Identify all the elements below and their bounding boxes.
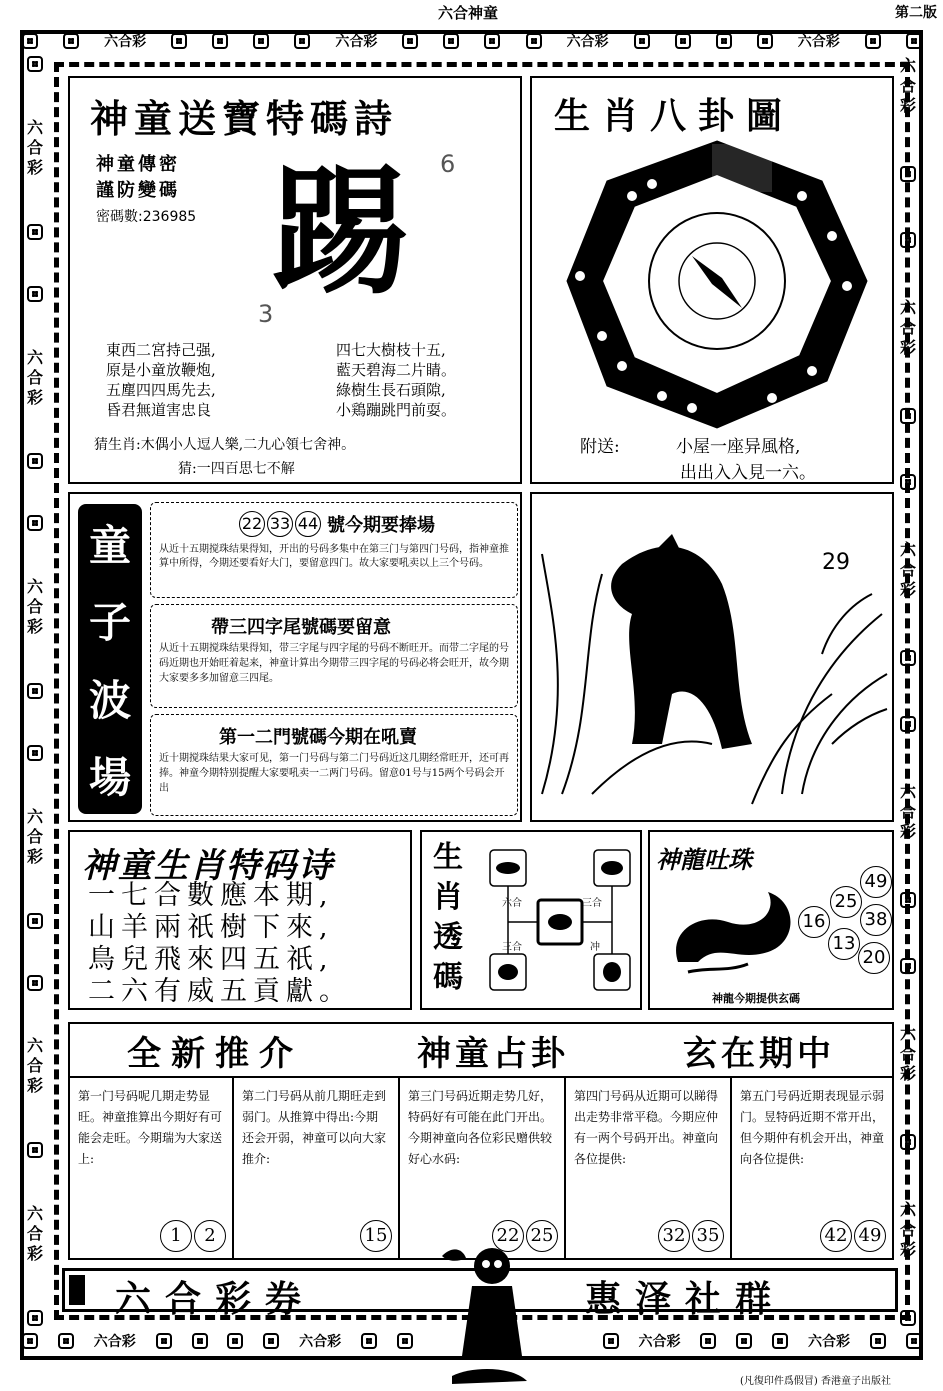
side-word: 六 合 彩 bbox=[26, 1036, 43, 1096]
guess-line: 猜生肖:木偶小人逗人樂,二九心領七舍神。 bbox=[94, 437, 356, 453]
zodiac-reveal-diagram bbox=[482, 842, 642, 1002]
dice-icon bbox=[526, 33, 542, 49]
label-left-top: 六合 bbox=[502, 898, 522, 909]
dice-icon bbox=[63, 33, 79, 49]
gift-line-1: 小屋一座异風格, bbox=[676, 437, 801, 457]
tiger-illustration bbox=[532, 494, 892, 820]
wave-item bbox=[150, 714, 518, 816]
label-left-bottom: 三合 bbox=[502, 942, 522, 953]
wave-side-title bbox=[78, 504, 142, 814]
dice-icon bbox=[156, 1333, 172, 1349]
reveal-title-char: 生 bbox=[433, 840, 463, 875]
dice-icon bbox=[27, 515, 43, 531]
side-word: 六 合 彩 bbox=[26, 577, 43, 637]
number-ball: 13 bbox=[828, 928, 860, 960]
dice-icon bbox=[27, 1142, 43, 1158]
wave-panel bbox=[68, 492, 522, 822]
side-title-char: 波 bbox=[88, 675, 131, 725]
dice-icon bbox=[397, 1333, 413, 1349]
secret-line-1: 神童傳密 bbox=[96, 154, 180, 175]
tiger-number: 29 bbox=[822, 550, 850, 575]
side-word: 六 合 彩 bbox=[26, 347, 43, 407]
door-text: 第三门号码近期走势几好，特码好有可能在此门开出。今期神童向各位彩民赠供较好心水码: bbox=[408, 1089, 553, 1166]
wave-item-heading bbox=[239, 511, 435, 537]
gift-label: 附送: bbox=[580, 437, 620, 457]
wave-item-body: 从近十五期搅珠结果得知，开出的号码多集中在第三门与第四门号码，指神童推算中所得，今期还要看好大门，要留意四门。故大家要吼卖以上三个号码。 bbox=[159, 544, 509, 569]
border-word: 六合彩 bbox=[638, 1334, 681, 1350]
border-word: 六合彩 bbox=[566, 34, 609, 50]
dice-icon bbox=[22, 1333, 38, 1349]
zodiac-poem-lines bbox=[88, 880, 352, 1008]
label-right-bottom: 冲 bbox=[590, 942, 600, 953]
border-word: 六合彩 bbox=[93, 1334, 136, 1350]
border-word: 六合彩 bbox=[104, 34, 147, 50]
wave-item bbox=[150, 502, 518, 598]
top-border-strip bbox=[22, 30, 922, 52]
number-ball: 2 bbox=[194, 1220, 226, 1252]
dice-icon bbox=[906, 33, 922, 49]
number-ball: 15 bbox=[360, 1220, 392, 1252]
poem-panel bbox=[68, 76, 522, 484]
zodiac-reveal-title bbox=[430, 838, 466, 998]
dice-icon bbox=[402, 33, 418, 49]
side-word: 六 合 彩 bbox=[899, 540, 916, 599]
dice-icon bbox=[27, 683, 43, 699]
zodiac-poem-line: 山羊兩祇樹下來, bbox=[88, 912, 334, 943]
left-border-column bbox=[21, 56, 49, 1326]
promo-title: 玄在期中 bbox=[683, 1033, 835, 1074]
door-column bbox=[732, 1078, 892, 1258]
number-ball: 20 bbox=[858, 942, 890, 974]
dice-icon bbox=[700, 1333, 716, 1349]
gift-line-2: 出出入入見一六。 bbox=[680, 463, 816, 483]
number-ball: 49 bbox=[854, 1220, 886, 1252]
door-column bbox=[400, 1078, 566, 1258]
code-label: 密碼數:236985 bbox=[96, 209, 197, 225]
dice-icon bbox=[27, 975, 43, 991]
footer-note: (凡復印件爲假冒) 香港童子出版社 bbox=[740, 1376, 891, 1387]
dice-icon bbox=[294, 33, 310, 49]
number-ball: 25 bbox=[526, 1220, 558, 1252]
zodiac-poem-panel bbox=[68, 830, 412, 1010]
wave-heading-text: 號今期要捧場 bbox=[327, 515, 435, 536]
dice-icon bbox=[27, 453, 43, 469]
edition-label: 第二版 bbox=[895, 5, 937, 21]
label-right-top: 三合 bbox=[582, 898, 602, 909]
promo-title: 全新推介 bbox=[127, 1033, 303, 1074]
poem-line: 小鶏蹦跳門前耍。 bbox=[336, 401, 457, 419]
promo-title: 神童占卦 bbox=[417, 1033, 569, 1074]
border-word: 六合彩 bbox=[299, 1334, 342, 1350]
poem-title: 神童送寶特碼詩 bbox=[90, 96, 399, 141]
dragon-title: 神龍吐珠 bbox=[656, 845, 752, 874]
door-text: 第四门号码从近期可以睇得出走势非常平稳。今期应仲有一两个号码开出。神童向各位提供: bbox=[574, 1089, 719, 1166]
guess-line-2: 猜:一四百思七不解 bbox=[178, 461, 295, 477]
zodiac-poem-title: 神童生肖特码诗 bbox=[82, 846, 334, 886]
dice-icon bbox=[484, 33, 500, 49]
wave-item bbox=[150, 604, 518, 708]
header-bar bbox=[0, 0, 943, 22]
border-word: 六合彩 bbox=[808, 1334, 850, 1350]
dragon-panel bbox=[648, 830, 894, 1010]
dice-icon bbox=[772, 1333, 788, 1349]
bagua-title: 生肖八卦圖 bbox=[554, 95, 795, 137]
dragon-number-balls bbox=[650, 832, 892, 1008]
wave-item-heading: 第一二門號碼今期在吼賣 bbox=[219, 727, 417, 748]
dice-icon bbox=[716, 33, 732, 49]
banner-right: 惠泽社群 bbox=[585, 1278, 786, 1320]
side-title-char: 子 bbox=[88, 598, 131, 648]
poem-line: 四七大樹枝十五, bbox=[336, 341, 446, 359]
door-column bbox=[70, 1078, 234, 1258]
number-ball: 44 bbox=[295, 511, 321, 537]
dice-icon bbox=[58, 1333, 74, 1349]
zodiac-reveal-panel bbox=[420, 830, 642, 1010]
dragon-caption: 神龍今期提供玄碼 bbox=[712, 992, 800, 1005]
banner-bar bbox=[69, 1275, 85, 1305]
dice-icon bbox=[27, 286, 43, 302]
dice-icon bbox=[27, 1310, 43, 1326]
bagua-panel bbox=[530, 76, 894, 484]
dice-icon bbox=[22, 33, 38, 49]
dice-icon bbox=[212, 33, 228, 49]
reveal-title-char: 透 bbox=[433, 920, 463, 955]
dice-icon bbox=[192, 1333, 208, 1349]
promo-title-row bbox=[70, 1024, 892, 1076]
zodiac-poem-line: 二六有威五貢獻。 bbox=[88, 976, 352, 1007]
zodiac-poem-line: 一七合數應本期, bbox=[88, 880, 334, 911]
dice-icon bbox=[263, 1333, 279, 1349]
poem-left-lines bbox=[106, 340, 216, 420]
dice-icon bbox=[27, 56, 43, 72]
dice-icon bbox=[27, 224, 43, 240]
side-word: 六 合 彩 bbox=[899, 782, 916, 841]
wave-item-heading: 帶三四字尾號碼要留意 bbox=[211, 617, 391, 638]
tiger-panel bbox=[530, 492, 894, 822]
dice-icon bbox=[757, 33, 773, 49]
poem-line: 綠樹生長石頭隙, bbox=[336, 381, 446, 399]
door-column bbox=[234, 1078, 400, 1258]
number-ball: 25 bbox=[830, 886, 862, 918]
banner-left: 六合彩券 bbox=[115, 1278, 316, 1320]
dice-icon bbox=[227, 1333, 243, 1349]
big-character: 踢 bbox=[270, 151, 411, 315]
wave-item-body: 从近十五期搅珠结果得知，带三字尾与四字尾的号码不断旺开。而带二字尾的号码近期也开始旺着起来，神童计算出今期带三四字尾的号码必将会旺开，故今期大家要多多加留意三四尾。 bbox=[159, 643, 509, 684]
number-ball: 38 bbox=[860, 904, 892, 936]
side-word: 六 合 彩 bbox=[899, 1024, 916, 1083]
secret-line-2: 謹防變碼 bbox=[96, 180, 180, 201]
number-ball: 32 bbox=[658, 1220, 690, 1252]
poem-line: 昏君無道害忠良 bbox=[106, 401, 212, 419]
page-title: 六合神童 bbox=[438, 4, 499, 22]
dice-icon bbox=[443, 33, 459, 49]
number-ball: 22 bbox=[239, 511, 265, 537]
side-title-char: 場 bbox=[88, 753, 131, 803]
number-ball: 35 bbox=[692, 1220, 724, 1252]
mark-three: 3 bbox=[258, 300, 274, 328]
dice-icon bbox=[865, 33, 881, 49]
poem-line: 東西二宮持己强, bbox=[106, 341, 216, 359]
door-text: 第一门号码呢几期走势显旺。神童推算出今期好有可能会走旺。今期瑞为大家送上: bbox=[78, 1089, 223, 1166]
bagua-diagram bbox=[562, 136, 872, 436]
side-word: 六 合 彩 bbox=[26, 117, 43, 177]
side-word: 六 合 彩 bbox=[899, 56, 916, 115]
number-ball: 33 bbox=[267, 511, 293, 537]
promo-panel bbox=[68, 1022, 894, 1260]
poem-line: 五塵四四馬先去, bbox=[106, 381, 216, 399]
poem-line: 原是小童放鞭炮, bbox=[106, 361, 216, 379]
number-ball: 42 bbox=[820, 1220, 852, 1252]
side-word: 六 合 彩 bbox=[26, 806, 43, 866]
wave-item-body: 近十期搅珠结果大家可见，第一门号码与第二门号码近这几期经常旺开，还可再捧。神童今期特别提醒大家要吼卖一二两门号码。留意01号与15两个号码会开出 bbox=[159, 753, 509, 794]
side-word: 六 合 彩 bbox=[899, 1200, 916, 1259]
boy-illustration bbox=[432, 1236, 532, 1386]
dice-icon bbox=[675, 33, 691, 49]
poem-line: 藍天碧海二片睛。 bbox=[336, 361, 457, 379]
border-word: 六合彩 bbox=[335, 34, 378, 50]
dice-icon bbox=[27, 745, 43, 761]
side-word: 六 合 彩 bbox=[26, 1204, 43, 1264]
side-word: 六 合 彩 bbox=[899, 298, 916, 357]
reveal-title-char: 肖 bbox=[433, 880, 463, 915]
side-title-char: 童 bbox=[88, 520, 131, 570]
number-ball: 1 bbox=[160, 1220, 192, 1252]
mark-six: 6 bbox=[440, 150, 456, 178]
number-ball: 22 bbox=[492, 1220, 524, 1252]
dice-icon bbox=[603, 1333, 619, 1349]
border-word: 六合彩 bbox=[797, 34, 840, 50]
door-text: 第二门号码从前几期旺走到弱门。从推算中得出:今期还会开弱，神童可以向大家推介: bbox=[242, 1089, 387, 1166]
number-ball: 16 bbox=[798, 906, 830, 938]
dice-icon bbox=[870, 1333, 886, 1349]
reveal-title-char: 碼 bbox=[433, 960, 463, 995]
dice-icon bbox=[171, 33, 187, 49]
dice-icon bbox=[906, 1333, 922, 1349]
door-column bbox=[566, 1078, 732, 1258]
number-ball: 49 bbox=[860, 866, 892, 898]
dice-icon bbox=[361, 1333, 377, 1349]
poem-right-lines bbox=[336, 340, 456, 420]
dice-icon bbox=[634, 33, 650, 49]
promo-doors bbox=[70, 1076, 892, 1258]
dice-icon bbox=[736, 1333, 752, 1349]
dice-icon bbox=[27, 913, 43, 929]
door-text: 第五门号码近期表现显示弱门。昱特码近期不常开出，但今期仲有机会开出，神童向各位提供: bbox=[740, 1089, 885, 1166]
zodiac-poem-line: 鳥兒飛來四五祇, bbox=[88, 944, 334, 975]
dice-icon bbox=[253, 33, 269, 49]
